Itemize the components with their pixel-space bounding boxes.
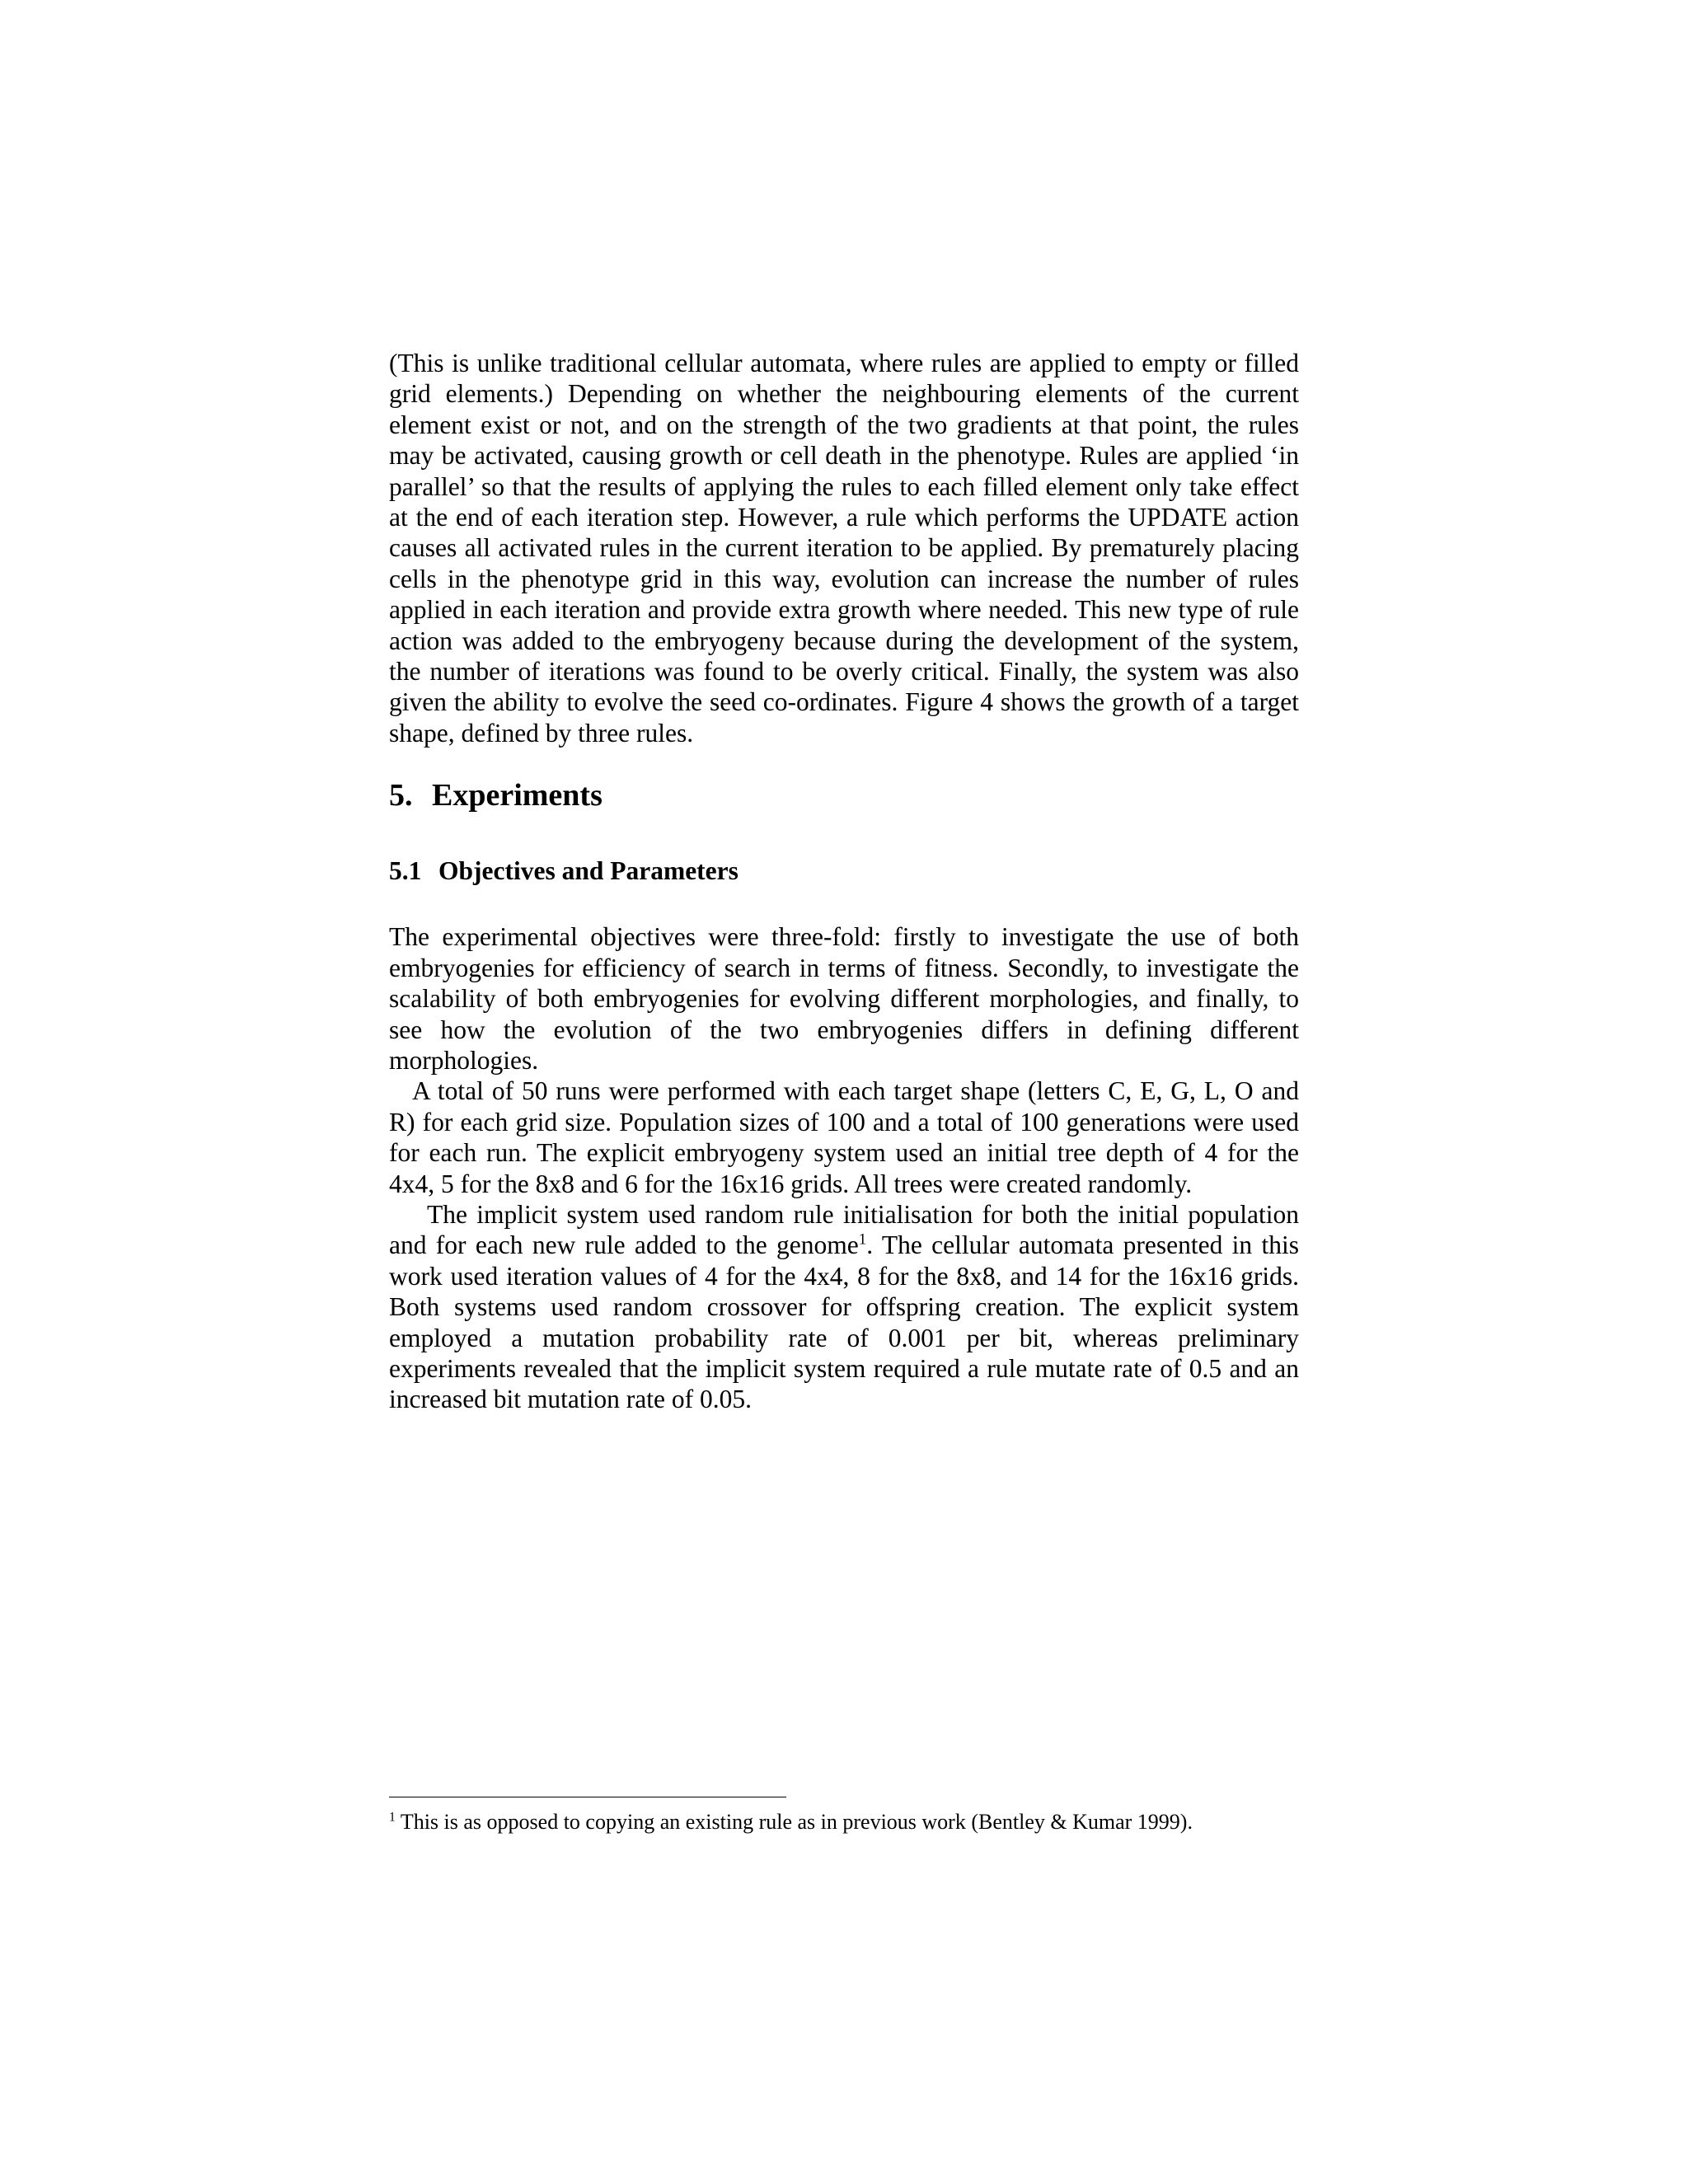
section-number: 5. xyxy=(389,778,413,813)
footnote xyxy=(389,1809,1299,1835)
implicit-system-paragraph xyxy=(389,1199,1299,1415)
subsection-title: Objectives and Parameters xyxy=(438,856,738,886)
subsection-number: 5.1 xyxy=(389,856,422,886)
footnote-reference[interactable]: 1 xyxy=(858,1230,867,1249)
subsection-heading xyxy=(389,855,1299,887)
intro-paragraph: (This is unlike traditional cellular automata, where rules are applied to empty or filled grid elements.) Depending on whether the neighbouring elements of the current element exist or not, and on the strength of the two gradients at that point, the rules may be activated, causing growth or cell death in the phenotype. Rules are applied ‘in parallel’ so that the results of applying the rules to each filled element only take effect at the end of each iteration step. However, a rule which performs the UPDATE action causes all activated rules in the current iteration to be applied. By prematurely placing cells in the phenotype grid in this way, evolution can increase the number of rules applied in each iteration and provide extra growth where needed. This new type of rule action was added to the embryogeny because during the development of the system, the number of iterations was found to be overly critical. Finally, the system was also given the ability to evolve the seed co-ordinates. Figure 4 shows the growth of a target shape, defined by three rules. xyxy=(389,349,1299,748)
footnote-text: This is as opposed to copying an existing rule as in previous work (Bentley & Kumar 1999). xyxy=(395,1810,1193,1834)
section-heading xyxy=(389,776,1299,814)
runs-paragraph: A total of 50 runs were performed with each target shape (letters C, E, G, L, O and R) for each grid size. Population sizes of 100 and a total of 100 generations were used for each run. The explicit embryogeny system used an initial tree depth of 4 for the 4x4, 5 for the 8x8 and 6 for the 16x16 grids. All trees were created randomly. xyxy=(389,1076,1299,1198)
section-title: Experiments xyxy=(432,778,603,813)
page-body xyxy=(389,348,1299,1415)
implicit-text-before-note: The implicit system used random rule initialisation for both the initial population and for each new rule added to the genome xyxy=(389,1199,1299,1260)
footnote-marker: 1 xyxy=(389,1810,396,1825)
implicit-text-after-note: . The cellular automata presented in this work used iteration values of 4 for the 4x4, 8 for the 8x8, and 14 for the 16x16 grids. Both systems used random crossover for offspring creation. The explicit system employed a mutation probability rate of 0.001 per bit, whereas preliminary experiments revealed that the implicit system required a rule mutate rate of 0.5 and an increased bit mutation rate of 0.05. xyxy=(389,1230,1299,1414)
objectives-paragraph: The experimental objectives were three-fold: firstly to investigate the use of both embryogenies for efficiency of search in terms of fitness. Secondly, to investigate the scalability of both embryogenies for evolving different morphologies, and finally, to see how the evolution of the two embryogenies differs in defining different morphologies. xyxy=(389,922,1299,1075)
